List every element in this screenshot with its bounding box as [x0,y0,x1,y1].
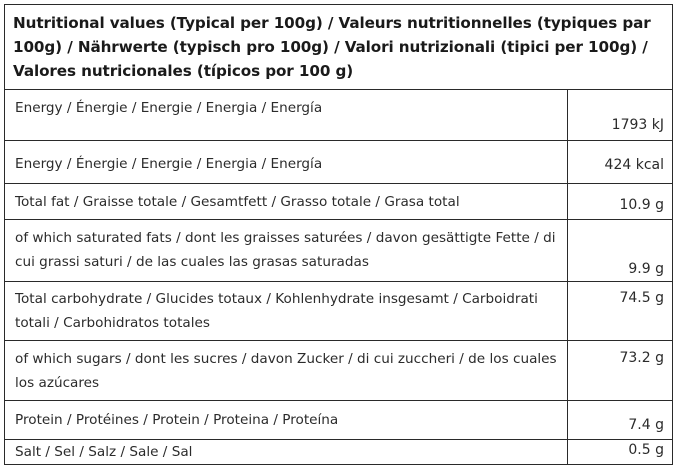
row-value: 74.5 g [619,289,664,306]
row-label: Energy / Énergie / Energie / Energia / Energía [5,90,568,141]
table-row-total-carbohydrate [5,282,672,342]
row-value: 9.9 g [628,260,664,277]
nutrition-table-title: Nutritional values (Typical per 100g) / Valeurs nutritionnelles (typiques par 100g) / Nährwerte (typisch pro 100g) / Valori nutrizionali (tipici per 100g) / Valores nutricionales (típicos por 100 g) [5,5,672,90]
row-value: 10.9 g [619,197,664,214]
row-value: 1793 kJ [611,117,664,134]
row-value: 73.2 g [619,350,664,367]
table-row-total-fat [5,184,672,220]
table-row-salt [5,440,672,464]
row-label: Salt / Sel / Salz / Sale / Sal [5,440,568,464]
table-row-sugars [5,341,672,401]
row-value: 0.5 g [628,442,664,458]
table-row-protein [5,401,672,440]
row-value: 424 kcal [604,157,664,174]
row-label: Total fat / Graisse totale / Gesamtfett / Grasso totale / Grasa total [5,184,568,219]
row-label: of which saturated fats / dont les graisses saturées / davon gesättigte Fette / di cui grassi saturi / de las cuales las grasas saturadas [5,220,568,281]
table-row-energy-kj [5,90,672,142]
table-row-energy-kcal [5,141,672,184]
row-label: of which sugars / dont les sucres / davon Zucker / di cui zuccheri / de los cuales los azúcares [5,341,568,400]
row-value: 7.4 g [628,417,664,433]
row-label: Protein / Protéines / Protein / Proteina / Proteína [5,401,568,439]
nutrition-table [4,4,673,465]
row-label: Total carbohydrate / Glucides totaux / Kohlenhydrate insgesamt / Carboidrati totali / Carbohidratos totales [5,282,568,341]
table-row-saturated-fat [5,220,672,282]
row-label: Energy / Énergie / Energie / Energia / Energía [5,141,568,183]
